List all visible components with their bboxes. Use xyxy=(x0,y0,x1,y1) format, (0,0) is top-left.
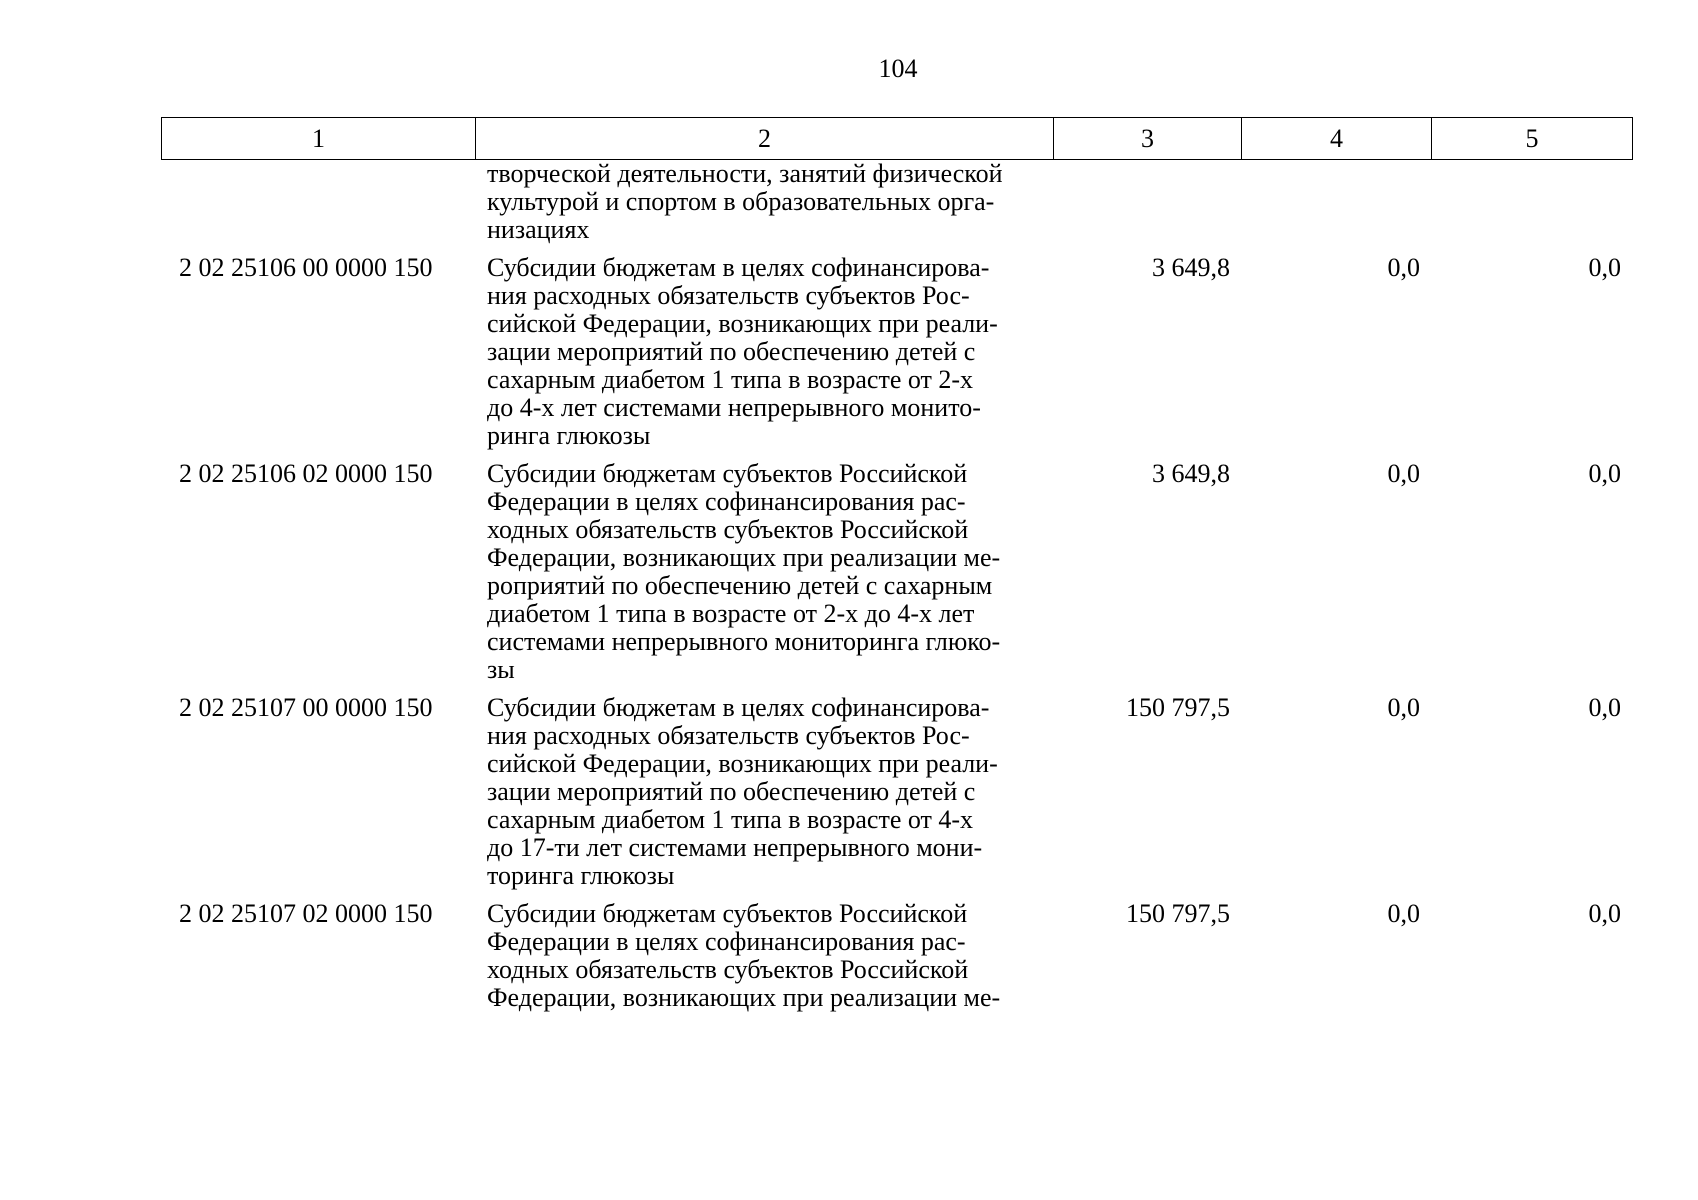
description-line: Субсидии бюджетам в целях софинансирова- xyxy=(487,693,990,722)
amount-col-4: 0,0 xyxy=(1387,459,1420,488)
description-line: Федерации, возникающих при реализации ме- xyxy=(487,983,1001,1012)
table-row xyxy=(161,460,1632,684)
description-line: творческой деятельности, занятий физической xyxy=(487,159,1003,188)
description-line: сахарным диабетом 1 типа в возрасте от 2-х xyxy=(487,365,974,394)
amount-col-3: 3 649,8 xyxy=(1152,459,1230,488)
amount-col-5: 0,0 xyxy=(1588,459,1621,488)
amount-col-3: 150 797,5 xyxy=(1126,899,1230,928)
amount-col-3: 3 649,8 xyxy=(1152,253,1230,282)
amount-col-4: 0,0 xyxy=(1387,693,1420,722)
table-row xyxy=(161,900,1632,1012)
description-line: до 17-ти лет системами непрерывного мони- xyxy=(487,833,983,862)
description-line: ходных обязательств субъектов Российской xyxy=(487,515,969,544)
amount-col-4: 0,0 xyxy=(1387,899,1420,928)
budget-code: 2 02 25107 02 0000 150 xyxy=(179,899,433,928)
column-header-row xyxy=(162,118,1633,160)
description-line: Федерации, возникающих при реализации ме- xyxy=(487,543,1001,572)
description-line: ния расходных обязательств субъектов Рос- xyxy=(487,281,970,310)
page-number: 104 xyxy=(878,54,918,83)
description-line: ринга глюкозы xyxy=(487,421,651,450)
amount-col-5: 0,0 xyxy=(1588,693,1621,722)
description-line: до 4-х лет системами непрерывного монито- xyxy=(487,393,981,422)
budget-code: 2 02 25107 00 0000 150 xyxy=(179,693,433,722)
description-line: сахарным диабетом 1 типа в возрасте от 4-х xyxy=(487,805,974,834)
column-header-2: 2 xyxy=(476,118,1054,160)
table-row xyxy=(161,694,1632,890)
amount-col-3: 150 797,5 xyxy=(1126,693,1230,722)
column-header-4: 4 xyxy=(1242,118,1432,160)
description-line: Федерации в целях софинансирования рас- xyxy=(487,927,966,956)
description-line: зации мероприятий по обеспечению детей с xyxy=(487,337,976,366)
budget-table-body xyxy=(161,160,1632,1012)
description-line: роприятий по обеспечению детей с сахарным xyxy=(487,571,993,600)
description-line: системами непрерывного мониторинга глюко- xyxy=(487,627,1001,656)
description-line: Субсидии бюджетам субъектов Российской xyxy=(487,899,968,928)
table-row xyxy=(161,160,1632,244)
column-header-5: 5 xyxy=(1432,118,1633,160)
description-line: ния расходных обязательств субъектов Рос- xyxy=(487,721,970,750)
budget-code: 2 02 25106 02 0000 150 xyxy=(179,459,433,488)
description-line: Субсидии бюджетам в целях софинансирова- xyxy=(487,253,990,282)
row-description xyxy=(475,900,1053,1012)
row-description xyxy=(475,254,1053,450)
amount-col-5: 0,0 xyxy=(1588,253,1621,282)
description-line: зы xyxy=(487,655,515,684)
description-line: культурой и спортом в образовательных орга- xyxy=(487,187,995,216)
column-header-table xyxy=(161,117,1633,160)
row-description xyxy=(475,694,1053,890)
amount-col-4: 0,0 xyxy=(1387,253,1420,282)
amount-col-5: 0,0 xyxy=(1588,899,1621,928)
description-line: диабетом 1 типа в возрасте от 2-х до 4-х лет xyxy=(487,599,975,628)
description-line: Субсидии бюджетам субъектов Российской xyxy=(487,459,968,488)
table-row xyxy=(161,254,1632,450)
description-line: сийской Федерации, возникающих при реали- xyxy=(487,309,998,338)
column-header-1: 1 xyxy=(162,118,476,160)
description-line: сийской Федерации, возникающих при реали- xyxy=(487,749,998,778)
budget-code: 2 02 25106 00 0000 150 xyxy=(179,253,433,282)
row-description xyxy=(475,460,1053,684)
description-line: ходных обязательств субъектов Российской xyxy=(487,955,969,984)
description-line: Федерации в целях софинансирования рас- xyxy=(487,487,966,516)
description-line: зации мероприятий по обеспечению детей с xyxy=(487,777,976,806)
column-header-3: 3 xyxy=(1054,118,1242,160)
description-line: низациях xyxy=(487,215,590,244)
row-description xyxy=(475,160,1053,244)
description-line: торинга глюкозы xyxy=(487,861,675,890)
